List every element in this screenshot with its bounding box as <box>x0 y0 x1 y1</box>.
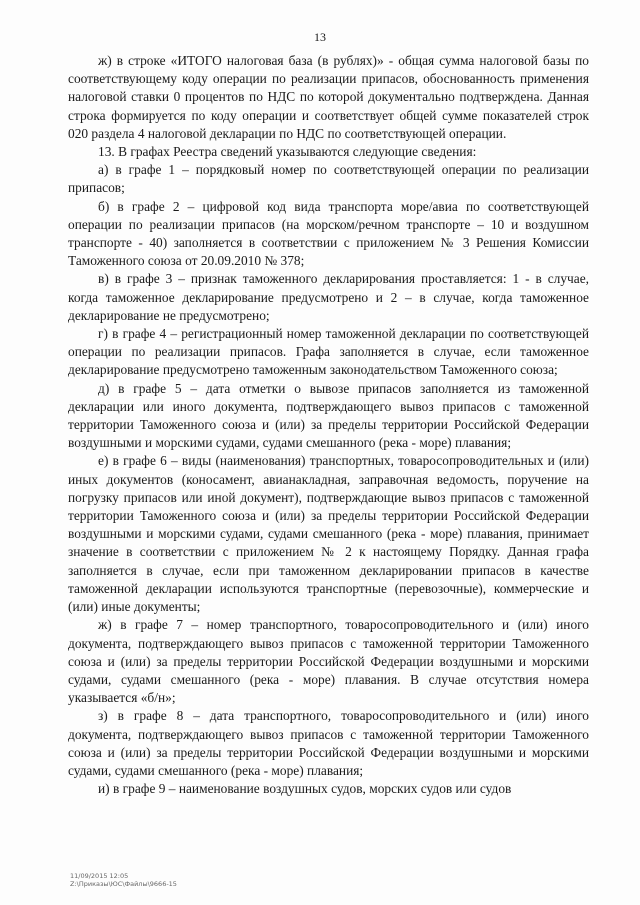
page-number: 13 <box>314 30 326 44</box>
paragraph-v-column-3: в) в графе 3 – признак таможенного декларирования проставляется: 1 - в случае, когда таможенное декларирование предусмотрено и 2 – в случае, когда таможенное декларирование не предусмотрено; <box>68 271 589 323</box>
paragraph-zh-column-7: ж) в графе 7 – номер транспортного, товаросопроводительного и (или) иного документа, подтверждающего вывоз припасов с таможенной территории Таможенного союза и (или) за пределы территории Российской Федерации воздушными и морскими судами, судами смешанного (река - море) плавания. В случае отсутствия номера указывается «б/н»; <box>68 617 589 706</box>
file-stamp-date: 11/09/2015 12:05 <box>70 872 129 880</box>
paragraph-a-column-1: а) в графе 1 – порядковый номер по соответствующей операции по реализации припасов; <box>68 162 589 196</box>
paragraph-zh-itogo: ж) в строке «ИТОГО налоговая база (в рублях)» - общая сумма налоговой базы по соответствующему коду операции по реализации припасов, обоснованность применения налоговой ставки 0 процентов по НДС по которой документально подтверждена. Данная строка формируется по коду операции и соответствует общей сумме показателей строк 020 раздела 4 налоговой декларации по НДС по соответствующей операции. <box>68 53 589 141</box>
paragraph-13-header: 13. В графах Реестра сведений указываются следующие сведения: <box>98 144 477 160</box>
document-body <box>68 52 589 798</box>
file-stamp <box>70 872 177 888</box>
file-stamp-path: Z:\Приказы\ЮС\Файлы\9666-15 <box>70 880 177 888</box>
paragraph-e-column-6: е) в графе 6 – виды (наименования) транспортных, товаросопроводительных и (или) иных документов (коносамент, авианакладная, заправочная ведомость, поручение на погрузку припасов или иной документ), подтверждающие вывоз припасов с таможенной территории Таможенного союза и (или) за пределы территории Российской Федерации воздушными и морскими судами, судами смешанного (река - море) плавания, принимает значение в соответствии с приложением № 2 к настоящему Порядку. Данная графа заполняется в случае, если при таможенном декларировании припасов в качестве таможенной декларации используются транспортные (перевозочные), коммерческие и (или) иные документы; <box>68 453 589 615</box>
paragraph-g-column-4: г) в графе 4 – регистрационный номер таможенной декларации по соответствующей операции по реализации припасов. Графа заполняется в случае, если таможенное декларирование предусмотрено таможенным законодательством Таможенного союза; <box>68 326 589 378</box>
paragraph-i-column-9: и) в графе 9 – наименование воздушных судов, морских судов или судов <box>98 781 512 797</box>
paragraph-b-column-2: б) в графе 2 – цифровой код вида транспорта море/авиа по соответствующей операции по реализации припасов (на морском/речном транспорте – 10 и воздушном транспорте - 40) заполняется в соответствии с приложением № 3 Решения Комиссии Таможенного союза от 20.09.2010 № 378; <box>68 198 589 269</box>
paragraph-d-column-5: д) в графе 5 – дата отметки о вывозе припасов заполняется из таможенной декларации или иного документа, подтверждающего вывоз припасов с таможенной территории Таможенного союза и (или) за пределы территории Российской Федерации воздушными и морскими судами, судами смешанного (река - море) плавания; <box>68 380 589 451</box>
paragraph-z-column-8: з) в графе 8 – дата транспортного, товаросопроводительного и (или) иного документа, подтверждающего вывоз припасов с таможенной территории Таможенного союза и (или) за пределы территории Российской Федерации воздушными и морскими судами, судами смешанного (река - море) плавания; <box>68 708 589 778</box>
